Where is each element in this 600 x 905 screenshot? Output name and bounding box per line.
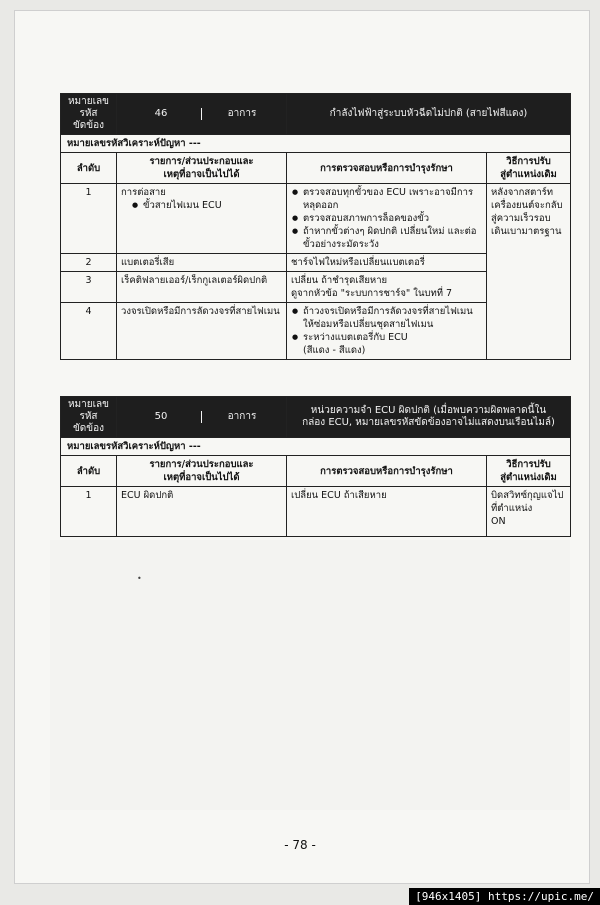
code-label: หมายเลข รหัสขัดข้อง: [61, 94, 117, 135]
row-cause-text: การต่อสาย: [121, 187, 166, 198]
symptom-text: หน่วยความจำ ECU ผิดปกติ (เมื่อพบความผิดพลาดนี้ใน กล่อง ECU, หมายเลขรหัสขัดข้องอาจไม่แสดงบนเรือนไมล์): [287, 397, 571, 438]
row-seq: 2: [61, 254, 117, 272]
col-seq: ลำดับ: [61, 456, 117, 487]
row-cause-bullet: ● ขั้วสายไฟเมน ECU: [143, 199, 282, 212]
table-header-row: [61, 397, 571, 438]
fault-code-value: 46: [121, 108, 202, 120]
fault-table-50: [60, 396, 571, 537]
row-seq: 1: [61, 487, 117, 537]
row-check: เปลี่ยน ถ้าชำรุดเสียหาย ดูจากหัวข้อ "ระบบการชาร์จ" ในบทที่ 7: [287, 272, 487, 303]
row-check: [287, 184, 487, 254]
check-item: ● ตรวจสอบทุกขั้วของ ECU เพราะอาจมีการหลุดออก: [303, 186, 482, 212]
speck: •: [137, 574, 142, 583]
code-label: หมายเลข รหัสขัดข้อง: [61, 397, 117, 438]
col-restore: วิธีการปรับ สู่ตำแหน่งเดิม: [487, 456, 571, 487]
row-check: ชาร์จไฟใหม่หรือเปลี่ยนแบตเตอรี่: [287, 254, 487, 272]
row-cause: เร็คติฟลายเออร์/เร็กกูเลเตอร์ผิดปกติ: [117, 272, 287, 303]
symptom-label: อาการ: [227, 411, 257, 422]
column-header-row: [61, 153, 571, 184]
col-cause: รายการ/ส่วนประกอบและ เหตุที่อาจเป็นไปได้: [117, 456, 287, 487]
symptom-label: อาการ: [227, 108, 257, 119]
sub-title-row: [61, 135, 571, 153]
row-cause: ECU ผิดปกติ: [117, 487, 287, 537]
fault-code: [117, 94, 287, 135]
bleed-through-area: [50, 680, 570, 810]
row-cause: วงจรเปิดหรือมีการลัดวงจรที่สายไฟเมน: [117, 303, 287, 360]
sub-title: หมายเลขรหัสวิเคราะห์ปัญหา ---: [61, 438, 571, 456]
row-check: เปลี่ยน ECU ถ้าเสียหาย: [287, 487, 487, 537]
row-seq: 4: [61, 303, 117, 360]
col-seq: ลำดับ: [61, 153, 117, 184]
fault-table-46: [60, 93, 571, 360]
col-cause: รายการ/ส่วนประกอบและ เหตุที่อาจเป็นไปได้: [117, 153, 287, 184]
col-check: การตรวจสอบหรือการบำรุงรักษา: [287, 456, 487, 487]
sub-title: หมายเลขรหัสวิเคราะห์ปัญหา ---: [61, 135, 571, 153]
check-item: ● ตรวจสอบสภาพการล็อคของขั้ว: [303, 212, 482, 225]
row-cause: แบตเตอรี่เสีย: [117, 254, 287, 272]
fault-code-value: 50: [121, 411, 202, 423]
symptom-text: กำลังไฟฟ้าสู่ระบบหัวฉีดไม่ปกติ (สายไฟสีแดง): [287, 94, 571, 135]
sub-title-row: [61, 438, 571, 456]
page-number: - 78 -: [284, 838, 316, 852]
check-item: ● ระหว่างแบตเตอรี่กับ ECU (สีแดง - สีแดง): [303, 331, 482, 357]
table-row: [61, 184, 571, 254]
row-restore: บิดสวิทซ์กุญแจไปที่ตำแหน่ง ON: [487, 487, 571, 537]
col-restore: วิธีการปรับ สู่ตำแหน่งเดิม: [487, 153, 571, 184]
fault-code: [117, 397, 287, 438]
bleed-through-area: [50, 540, 570, 680]
check-item: ● ถ้าหากขั้วต่างๆ ผิดปกติ เปลี่ยนใหม่ และต่อขั้วอย่างระมัดระวัง: [303, 225, 482, 251]
table-row: [61, 487, 571, 537]
image-size-stamp: [946x1405] https://upic.me/: [409, 888, 600, 905]
check-item: ● ถ้าวงจรเปิดหรือมีการลัดวงจรที่สายไฟเมนให้ซ่อมหรือเปลี่ยนชุดสายไฟเมน: [303, 305, 482, 331]
table-header-row: [61, 94, 571, 135]
col-check: การตรวจสอบหรือการบำรุงรักษา: [287, 153, 487, 184]
row-cause: [117, 184, 287, 254]
row-seq: 3: [61, 272, 117, 303]
column-header-row: [61, 456, 571, 487]
row-seq: 1: [61, 184, 117, 254]
row-restore: หลังจากสตาร์ทเครื่องยนต์จะกลับสู่ความเร็วรอบเดินเบามาตรฐาน: [487, 184, 571, 360]
row-check: [287, 303, 487, 360]
